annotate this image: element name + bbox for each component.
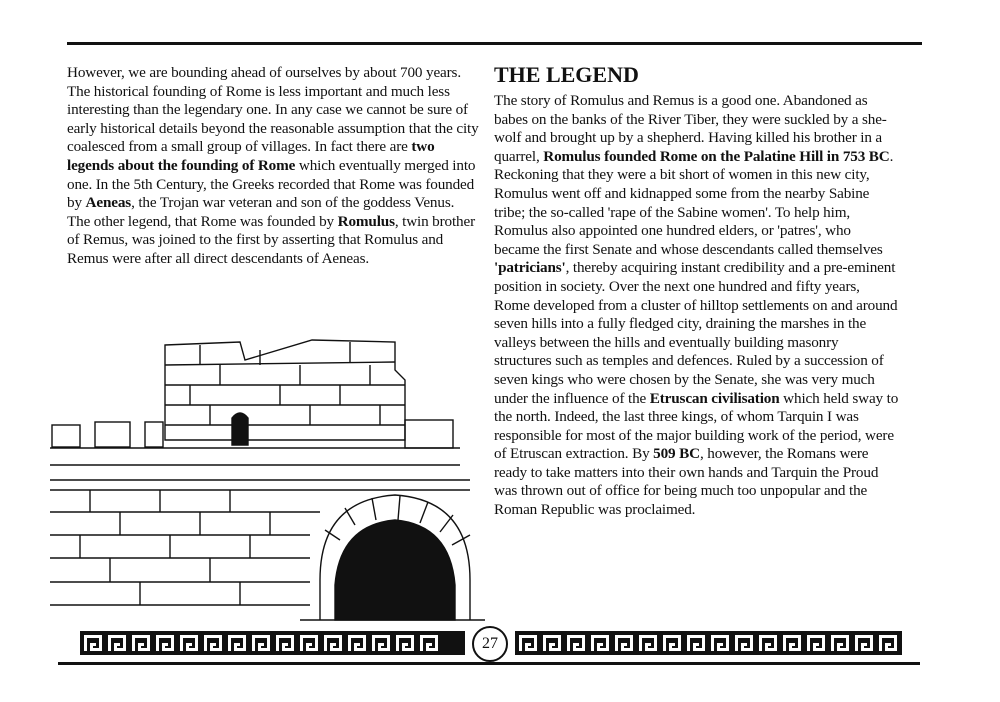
greek-key-unit (396, 635, 414, 651)
bold-text: 509 BC (653, 445, 700, 463)
greek-key-unit (687, 635, 705, 651)
text-run: which eventually merged into one. In the 5th Century, the Greeks recorded that Rome was founded by (67, 156, 476, 212)
greek-key-unit (711, 635, 729, 651)
bold-text: Etruscan civilisation (649, 389, 780, 407)
greek-key-unit (420, 635, 438, 651)
page-number: 27 (482, 635, 498, 652)
greek-key-unit (180, 635, 198, 651)
text-run: which held sway to the north. Indeed, the last three kings, of whom Tarquin I was responsible for most of the major building work of the period, were of Etruscan extraction. By (494, 389, 899, 463)
bold-text: 'patricians' (494, 259, 566, 277)
section-heading: THE LEGEND (494, 62, 639, 87)
greek-key-unit (543, 635, 561, 651)
bottom-rule (58, 662, 920, 665)
greek-key-unit (519, 635, 537, 651)
bold-text: two legends about the founding of Rome (67, 138, 435, 174)
text-run: , thereby acquiring instant credibility and a pre-eminent position in society. Over the next one hundred and fifty years, Rome developed from a cluster of hilltop settlements on and around seven hills into a fully fledged city, draining the marshes in the valleys between the hills and eventually building masonry structures such as temples and defences. Ruled by a succession of seven kings who were chosen by the Senate, she was very much under the influence of the (494, 259, 898, 407)
top-rule (67, 42, 922, 45)
bold-text: Romulus founded Rome on the Palatine Hill in 753 BC (543, 147, 890, 165)
text-run: . Reckoning that they were a bit short of women in this new city, Romulus went off and kidnapped some from the nearby Sabine tribe; the so-called 'rape of the Sabine women'. To help him, Romulus also appointed one hundred elders, or 'patres', who became the first Senate and whose descendants called themselves (494, 147, 894, 258)
intro-paragraph (67, 64, 479, 269)
greek-key-unit (663, 635, 681, 651)
greek-key-unit (84, 635, 102, 651)
greek-key-unit (252, 635, 270, 651)
right-column (494, 62, 899, 520)
greek-key-unit (879, 635, 897, 651)
greek-key-unit (855, 635, 873, 651)
text-run: , however, the Romans were ready to take matters into their own hands and Tarquin the Proud was thrown out of office for being much too unpopular and the Roman Republic was proclaimed. (494, 445, 879, 519)
bold-text: Aeneas (85, 194, 132, 212)
greek-key-unit (132, 635, 150, 651)
page-number-badge (472, 626, 508, 662)
left-column (67, 64, 479, 269)
greek-key-border-right (515, 631, 902, 655)
greek-key-unit (156, 635, 174, 651)
greek-key-unit (831, 635, 849, 651)
text-run: However, we are bounding ahead of ourselves by about 700 years. The historical founding of Rome is less important and much less interesting than the legendary one. In any case we cannot be sure of early historical details beyond the reasonable assumption that the city coalesced from a small group of villages. In fact there are (67, 64, 479, 156)
greek-key-unit (108, 635, 126, 651)
greek-key-unit (228, 635, 246, 651)
greek-key-unit (615, 635, 633, 651)
greek-key-unit (276, 635, 294, 651)
greek-key-border-left (80, 631, 465, 655)
greek-key-unit (591, 635, 609, 651)
legend-paragraph (494, 92, 899, 520)
text-run: , the Trojan war veteran and son of the goddess Venus. The other legend, that Rome was founded by (67, 194, 455, 230)
archway (300, 495, 485, 620)
greek-key-unit (567, 635, 585, 651)
greek-key-unit (300, 635, 318, 651)
greek-key-unit (783, 635, 801, 651)
greek-key-unit (735, 635, 753, 651)
greek-key-unit (324, 635, 342, 651)
greek-key-unit (204, 635, 222, 651)
tower (165, 340, 405, 445)
text-run: The story of Romulus and Remus is a good one. Abandoned as babes on the banks of the River Tiber, they were suckled by a she-wolf and brought up by a shepherd. Having killed his brother in a quarrel, (494, 92, 887, 165)
bold-text: Romulus (337, 212, 395, 230)
wall-and-tower-illustration (50, 330, 485, 625)
greek-key-unit (348, 635, 366, 651)
text-run: , twin brother of Remus, was joined to the first by asserting that Romulus and Remus were after all direct descendants of Aeneas. (67, 212, 475, 267)
greek-key-unit (372, 635, 390, 651)
greek-key-unit (807, 635, 825, 651)
greek-key-unit (639, 635, 657, 651)
greek-key-unit (759, 635, 777, 651)
